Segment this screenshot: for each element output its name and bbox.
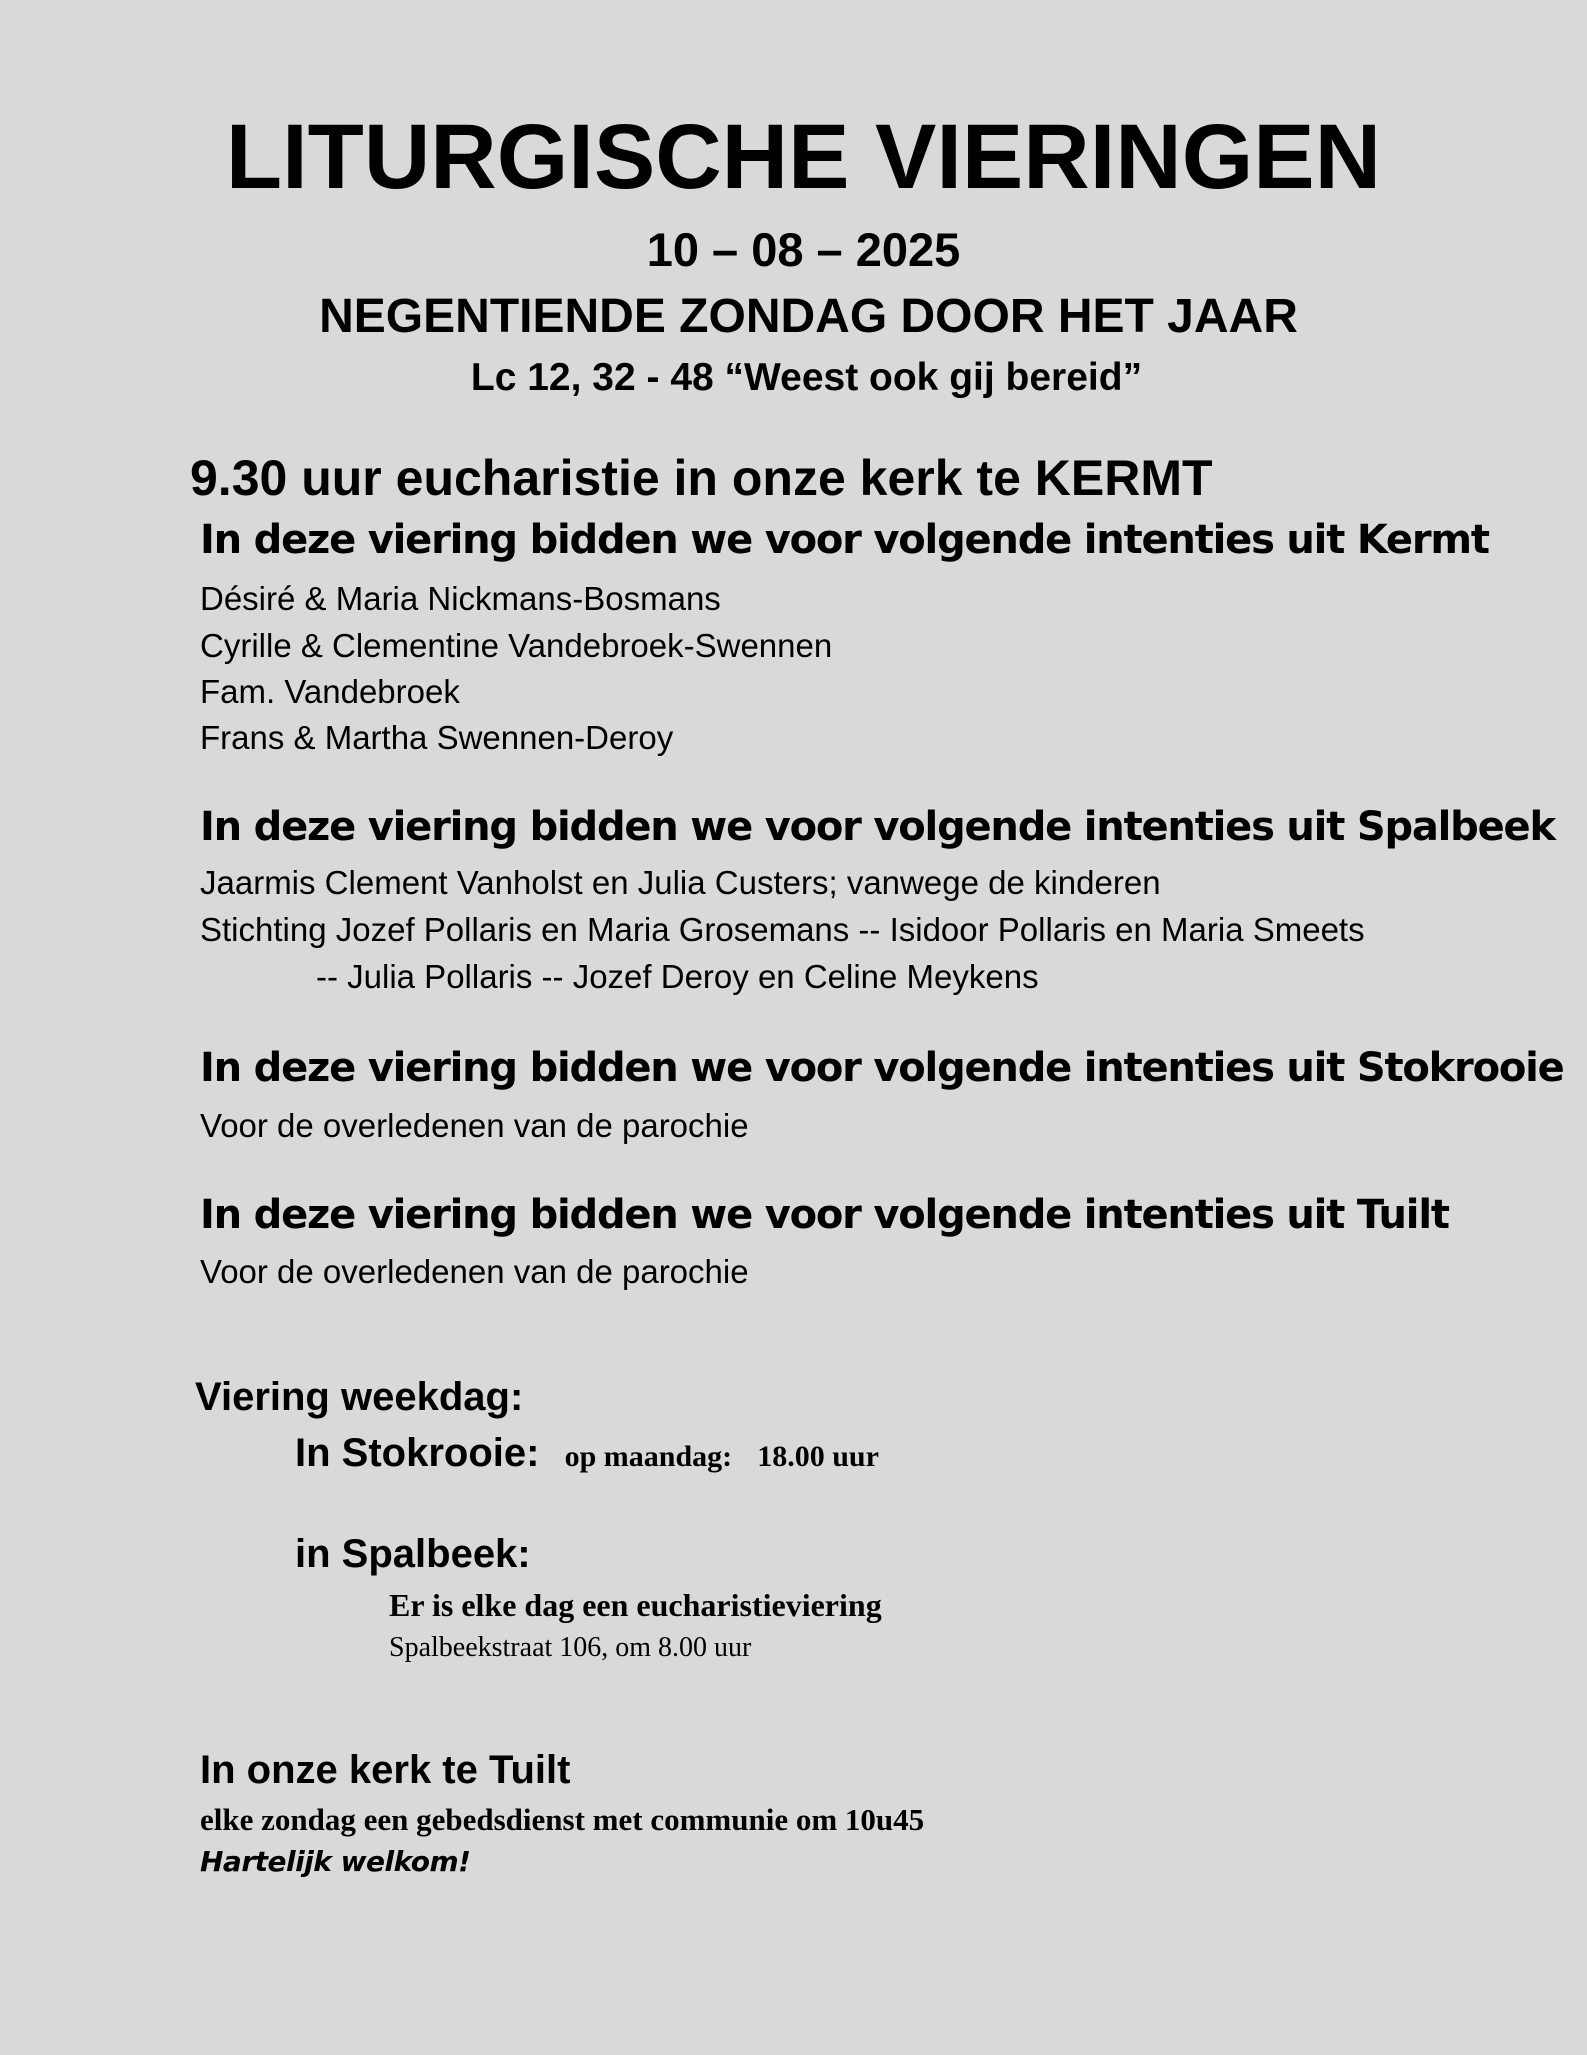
- tuilt-service-line: elke zondag een gebedsdienst met communie om 10u45: [200, 1802, 925, 1837]
- weekday-stokrooie-label: In Stokrooie:: [295, 1431, 540, 1475]
- welcome-text: Hartelijk welkom!: [200, 1845, 471, 1878]
- liturgical-sunday: NEGENTIENDE ZONDAG DOOR HET JAAR: [319, 290, 1298, 343]
- tuilt-heading: In onze kerk te Tuilt: [200, 1748, 571, 1792]
- celebration-date: 10 – 08 – 2025: [646, 223, 961, 276]
- weekday-heading: Viering weekdag:: [195, 1375, 524, 1419]
- intentions-heading-tuilt: In deze viering bidden we voor volgende intenties uit Tuilt: [200, 1192, 1449, 1238]
- weekday-stokrooie: [295, 1431, 879, 1476]
- intention-line: Cyrille & Clementine Vandebroek-Swennen: [200, 627, 833, 664]
- mass-announcement: 9.30 uur eucharistie in onze kerk te KERMT: [190, 450, 1213, 506]
- weekday-stokrooie-time: 18.00 uur: [757, 1440, 879, 1473]
- weekday-spalbeek-label: in Spalbeek:: [295, 1532, 531, 1576]
- intention-line: Stichting Jozef Pollaris en Maria Grosemans -- Isidoor Pollaris en Maria Smeets: [200, 911, 1365, 948]
- intention-line: Voor de overledenen van de parochie: [200, 1253, 749, 1290]
- weekday-stokrooie-day: op maandag:: [564, 1440, 733, 1473]
- weekday-spalbeek-line1: Er is elke dag een eucharistieviering: [389, 1587, 882, 1623]
- page-title: LITURGISCHE VIERINGEN: [225, 106, 1382, 208]
- intention-line: Jaarmis Clement Vanholst en Julia Custers; vanwege de kinderen: [200, 864, 1161, 901]
- intention-line: Frans & Martha Swennen-Deroy: [200, 719, 674, 756]
- intention-line: Voor de overledenen van de parochie: [200, 1107, 749, 1144]
- intention-line: -- Julia Pollaris -- Jozef Deroy en Celine Meykens: [316, 958, 1039, 995]
- intentions-heading-stokrooie: In deze viering bidden we voor volgende intenties uit Stokrooie: [200, 1045, 1564, 1091]
- intentions-heading-spalbeek: In deze viering bidden we voor volgende intenties uit Spalbeek: [200, 804, 1555, 850]
- weekday-spalbeek-line2: Spalbeekstraat 106, om 8.00 uur: [389, 1632, 752, 1663]
- intentions-heading-kermt: In deze viering bidden we voor volgende intenties uit Kermt: [200, 517, 1489, 563]
- intention-line: Désiré & Maria Nickmans-Bosmans: [200, 580, 721, 617]
- gospel-reference: Lc 12, 32 - 48 “Weest ook gij bereid”: [470, 356, 1143, 399]
- intention-line: Fam. Vandebroek: [200, 673, 460, 710]
